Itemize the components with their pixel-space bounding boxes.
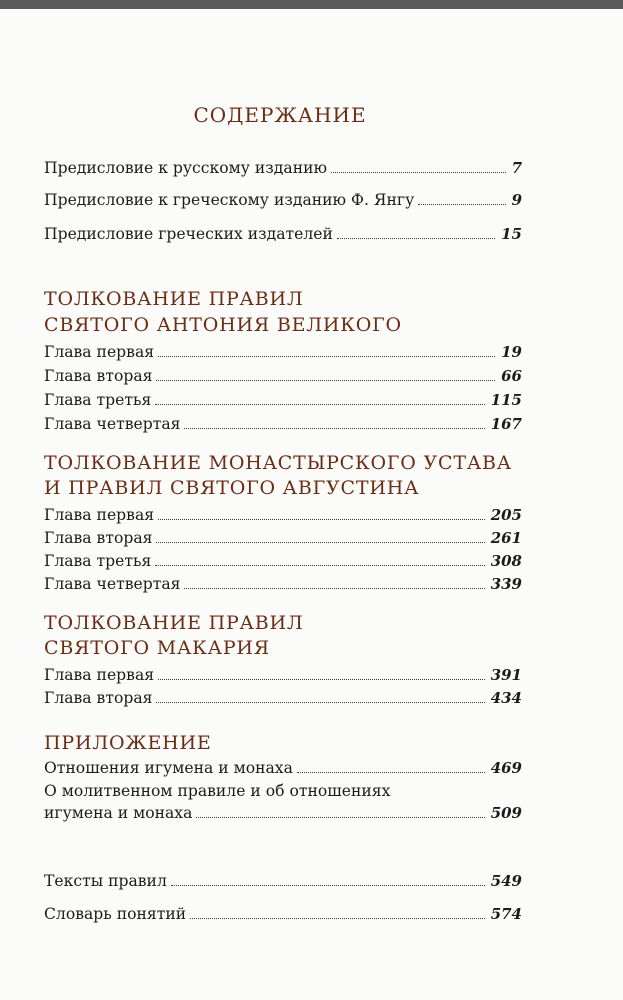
leader-dots xyxy=(331,172,505,173)
toc-entry-title: Предисловие к русскому изданию xyxy=(44,159,328,177)
toc-entry-page: 509 xyxy=(490,804,522,822)
toc-entry-page: 261 xyxy=(490,529,522,547)
toc-entry-page: 7 xyxy=(511,159,522,177)
toc-entry-chapter[interactable] xyxy=(44,574,522,598)
toc-entry-page: 434 xyxy=(490,689,522,707)
section-heading: ТОЛКОВАНИЕ ПРАВИЛ xyxy=(44,612,304,634)
leader-dots xyxy=(155,404,484,405)
toc-entry-page: 19 xyxy=(501,343,522,361)
toc-entry-title: Глава первая xyxy=(44,506,155,524)
toc-entry-chapter[interactable] xyxy=(44,505,522,529)
leader-dots xyxy=(156,702,484,703)
toc-entry-title: Предисловие к греческому изданию Ф. Янгу xyxy=(44,191,415,209)
page-title: СОДЕРЖАНИЕ xyxy=(193,103,367,127)
leader-dots xyxy=(156,380,495,381)
toc-entry-title: Глава четвертая xyxy=(44,415,181,433)
toc-entry-page: 66 xyxy=(501,367,522,385)
leader-dots xyxy=(184,588,484,589)
toc-entry-title: Глава вторая xyxy=(44,367,153,385)
toc-entry-title: Словарь понятий xyxy=(44,905,187,923)
toc-entry-page: 469 xyxy=(490,759,522,777)
toc-entry-page: 574 xyxy=(490,905,522,923)
section-heading: ТОЛКОВАНИЕ ПРАВИЛ xyxy=(44,288,304,310)
leader-dots xyxy=(184,428,484,429)
toc-entry-title: Предисловие греческих издателей xyxy=(44,225,333,243)
toc-entry-chapter[interactable] xyxy=(44,528,522,552)
leader-dots xyxy=(158,679,485,680)
toc-entry-title: Глава вторая xyxy=(44,529,153,547)
section-heading: ТОЛКОВАНИЕ МОНАСТЫРСКОГО УСТАВА xyxy=(44,452,512,474)
leader-dots xyxy=(196,817,484,818)
toc-entry-appendix[interactable] xyxy=(44,758,522,782)
toc-entry-title: Отношения игумена и монаха xyxy=(44,759,293,777)
toc-entry-page: 9 xyxy=(511,191,522,209)
toc-entry-page: 15 xyxy=(501,225,522,243)
leader-dots xyxy=(418,204,505,205)
appendix-heading: ПРИЛОЖЕНИЕ xyxy=(44,732,212,754)
toc-entry-page: 115 xyxy=(490,391,522,409)
toc-entry-title-line2: игумена и монаха xyxy=(44,804,193,822)
toc-entry-title: Глава четвертая xyxy=(44,575,181,593)
toc-entry-chapter[interactable] xyxy=(44,665,522,689)
section-heading: СВЯТОГО АНТОНИЯ ВЕЛИКОГО xyxy=(44,314,402,336)
toc-entry-title: Глава первая xyxy=(44,666,155,684)
toc-entry-chapter[interactable] xyxy=(44,366,522,390)
toc-entry-title-line1: О молитвенном правиле и об отношениях xyxy=(44,782,391,800)
leader-dots xyxy=(158,519,485,520)
toc-entry-chapter[interactable] xyxy=(44,390,522,414)
toc-entry-title: Глава третья xyxy=(44,391,152,409)
section-heading: И ПРАВИЛ СВЯТОГО АВГУСТИНА xyxy=(44,477,420,499)
toc-entry-chapter[interactable] xyxy=(44,551,522,575)
toc-entry-preface-greek[interactable] xyxy=(44,190,522,214)
section-heading: СВЯТОГО МАКАРИЯ xyxy=(44,637,270,659)
toc-entry-page: 549 xyxy=(490,872,522,890)
leader-dots xyxy=(297,772,485,773)
toc-entry-appendix[interactable] xyxy=(44,871,522,895)
toc-entry-title: Глава третья xyxy=(44,552,152,570)
toc-entry-appendix[interactable] xyxy=(44,904,522,928)
toc-entry-preface-russian[interactable] xyxy=(44,158,522,182)
toc-entry-title: Тексты правил xyxy=(44,872,167,890)
toc-entry-title: Глава первая xyxy=(44,343,155,361)
toc-entry-chapter[interactable] xyxy=(44,342,522,366)
toc-entry-page: 167 xyxy=(490,415,522,433)
toc-entry-page: 339 xyxy=(490,575,522,593)
toc-entry-page: 391 xyxy=(490,666,522,684)
toc-entry-appendix[interactable] xyxy=(44,780,522,828)
leader-dots xyxy=(171,885,485,886)
leader-dots xyxy=(155,565,484,566)
toc-entry-page: 308 xyxy=(490,552,522,570)
toc-entry-chapter[interactable] xyxy=(44,414,522,438)
leader-dots xyxy=(190,918,485,919)
toc-entry-title: Глава вторая xyxy=(44,689,153,707)
leader-dots xyxy=(337,238,495,239)
toc-entry-page: 205 xyxy=(490,506,522,524)
leader-dots xyxy=(158,356,495,357)
leader-dots xyxy=(156,542,484,543)
toc-entry-preface-publishers[interactable] xyxy=(44,224,522,248)
toc-entry-chapter[interactable] xyxy=(44,688,522,712)
